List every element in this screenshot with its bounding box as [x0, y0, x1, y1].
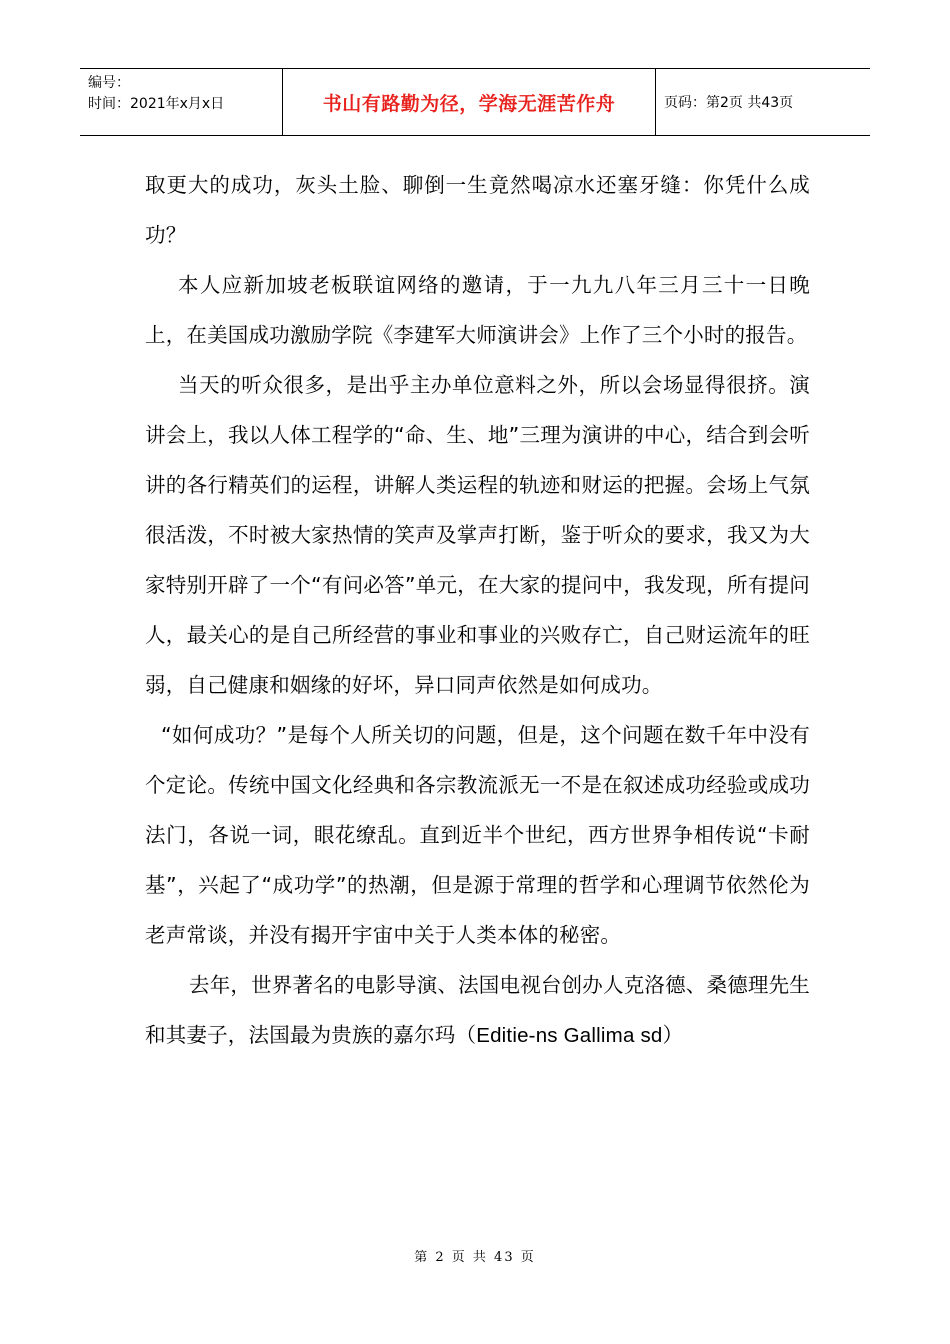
paragraph-text: ）	[662, 1023, 684, 1047]
time-label: 时间：2021年x月x日	[88, 96, 225, 112]
doc-number-label: 编号：	[88, 75, 130, 91]
paragraph: 取更大的成功，灰头土脸、聊倒一生竟然喝凉水还塞牙缝：你凭什么成功？	[145, 173, 810, 247]
publisher-name: Editie-ns Gallima sd	[476, 1024, 663, 1047]
header-motto: 书山有路勤为径，学海无涯苦作舟	[283, 69, 656, 135]
page-header	[80, 68, 870, 136]
paragraph-text: 去年，世界著名的电影导演、法国电视台创办人克洛德、桑德理先生和其妻子，法国最为贵族的嘉尔玛（	[145, 973, 810, 1047]
paragraph	[145, 960, 810, 1061]
header-page-info: 页码：第2页 共43页	[664, 95, 794, 111]
document-body	[145, 160, 810, 1061]
paragraph: “如何成功？”是每个人所关切的问题，但是，这个问题在数千年中没有个定论。传统中国文化经典和各宗教流派无一不是在叙述成功经验或成功法门，各说一词，眼花缭乱。直到近半个世纪，西方世界争相传说“卡耐基”，兴起了“成功学”的热潮，但是源于常理的哲学和心理调节依然伦为老声常谈，并没有揭开宇宙中关于人类本体的秘密。	[145, 723, 810, 947]
header-meta-cell	[80, 69, 283, 135]
page-footer: 第 2 页 共 43 页	[414, 1250, 536, 1265]
paragraph: 本人应新加坡老板联谊网络的邀请，于一九九八年三月三十一日晚上，在美国成功激励学院《李建军大师演讲会》上作了三个小时的报告。	[145, 273, 810, 347]
paragraph: 当天的听众很多，是出乎主办单位意料之外，所以会场显得很挤。演讲会上，我以人体工程学的“命、生、地”三理为演讲的中心，结合到会听讲的各行精英们的运程，讲解人类运程的轨迹和财运的把握。会场上气氛很活泼，不时被大家热情的笑声及掌声打断，鉴于听众的要求，我又为大家特别开辟了一个“有问必答”单元，在大家的提问中，我发现，所有提问人，最关心的是自己所经营的事业和事业的兴败存亡，自己财运流年的旺弱，自己健康和姻缘的好坏，异口同声依然是如何成功。	[145, 373, 810, 697]
